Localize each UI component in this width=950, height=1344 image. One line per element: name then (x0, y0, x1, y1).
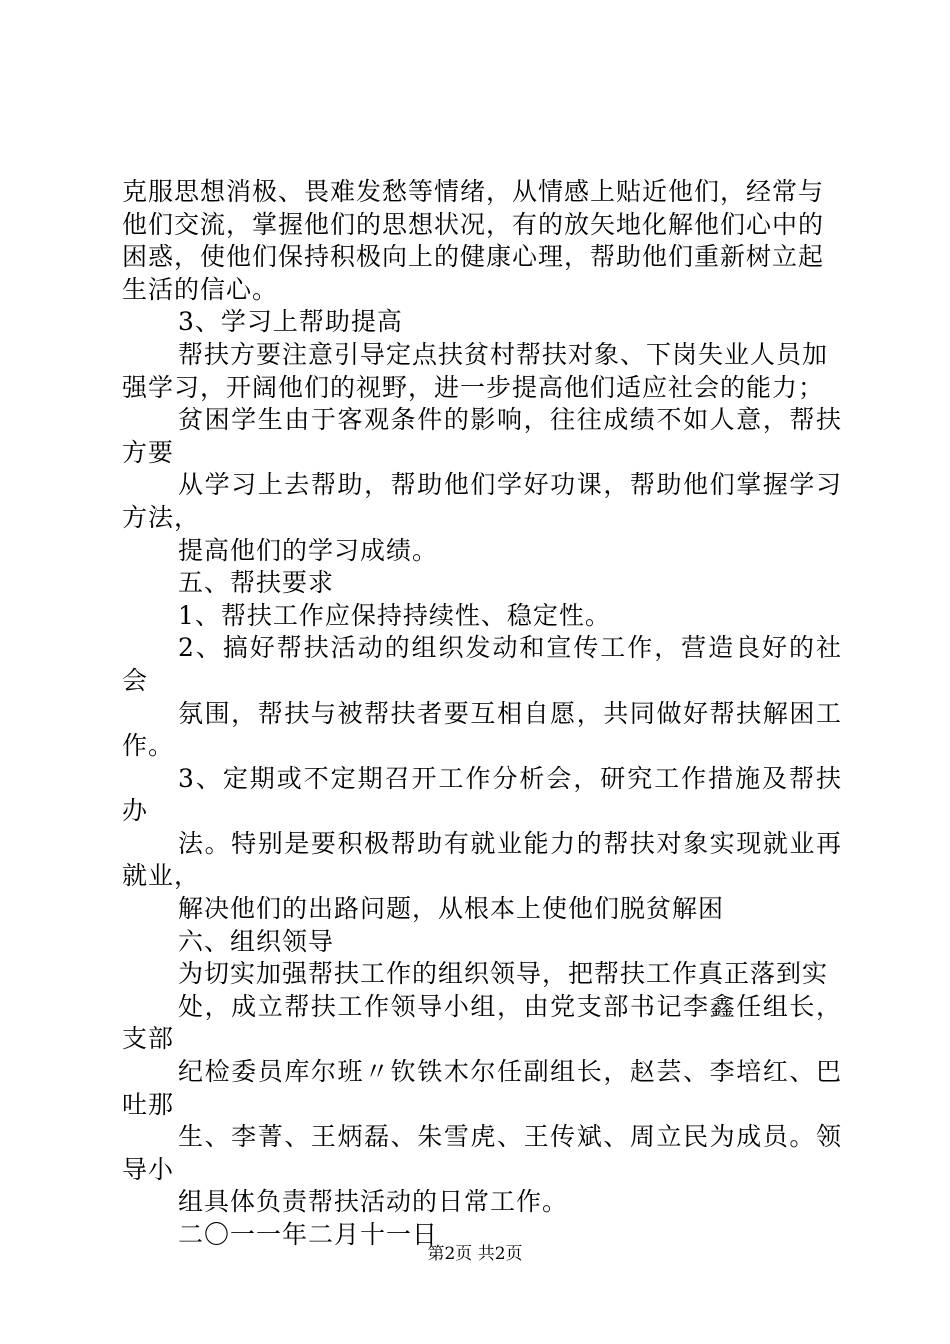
text-line: 生、李菁、王炳磊、朱雪虎、王传斌、周立民为成员。领导小 (122, 1122, 842, 1184)
text-line: 为切实加强帮扶工作的组织领导，把帮扶工作真正落到实 (178, 959, 829, 989)
text-line: 困惑，使他们保持积极向上的健康心理，帮助他们重新树立起 (122, 242, 825, 272)
text-line: 克服思想消极、畏难发愁等情绪，从情感上贴近他们，经常与 (122, 177, 825, 206)
text-line: 解决他们的出路问题，从根本上使他们脱贫解困 (178, 894, 725, 924)
paragraph-emotional-care (122, 176, 842, 306)
text-line: 3、定期或不定期召开工作分析会，研究工作措施及帮扶办 (122, 763, 842, 826)
text-line: 二〇一一年二月十一日 (178, 1220, 439, 1249)
text-line: 法。特别是要积极帮助有就业能力的帮扶对象实现就业再就业， (122, 828, 842, 891)
text-line: 贫困学生由于客观条件的影响，往往成绩不如人意，帮扶方要 (122, 405, 842, 467)
text-line: 六、组织领导 (178, 926, 335, 956)
text-line: 强学习，开阔他们的视野，进一步提高他们适应社会的能力； (122, 372, 825, 402)
text-line: 生活的信心。 (122, 274, 279, 304)
page-footer: 第2页 共2页 (427, 1244, 523, 1264)
document-body (122, 176, 842, 1252)
text-line: 氛围，帮扶与被帮扶者要互相自愿，共同做好帮扶解困工作。 (122, 698, 842, 761)
text-line: 纪检委员库尔班〃钦铁木尔任副组长，赵芸、李培红、巴吐那 (122, 1057, 842, 1119)
heading-study-help (122, 306, 842, 339)
text-line: 组具体负责帮扶活动的日常工作。 (178, 1187, 569, 1217)
text-line: 五、帮扶要求 (178, 568, 335, 598)
paragraph-study-help (122, 339, 842, 567)
text-line: 处，成立帮扶工作领导小组，由党支部书记李鑫任组长，支部 (122, 991, 842, 1054)
text-line: 帮扶方要注意引导定点扶贫村帮扶对象、下岗失业人员加 (178, 339, 829, 369)
text-line: 他们交流，掌握他们的思想状况，有的放矢地化解他们心中的 (122, 209, 825, 239)
text-line: 1、帮扶工作应保持持续性、稳定性。 (178, 600, 611, 630)
text-line: 提高他们的学习成绩。 (178, 535, 439, 565)
paragraph-requirement-2 (122, 632, 842, 762)
text-line: 2、搞好帮扶活动的组织发动和宣传工作，营造良好的社会 (122, 633, 842, 695)
paragraph-leadership (122, 958, 842, 1219)
heading-leadership (122, 926, 842, 959)
text-line: 从学习上去帮助，帮助他们学好功课，帮助他们掌握学习方法， (122, 470, 842, 532)
text-line: 3、学习上帮助提高 (178, 307, 403, 337)
paragraph-requirement-1 (122, 600, 842, 633)
heading-requirements (122, 567, 842, 600)
paragraph-requirement-3 (122, 763, 842, 926)
